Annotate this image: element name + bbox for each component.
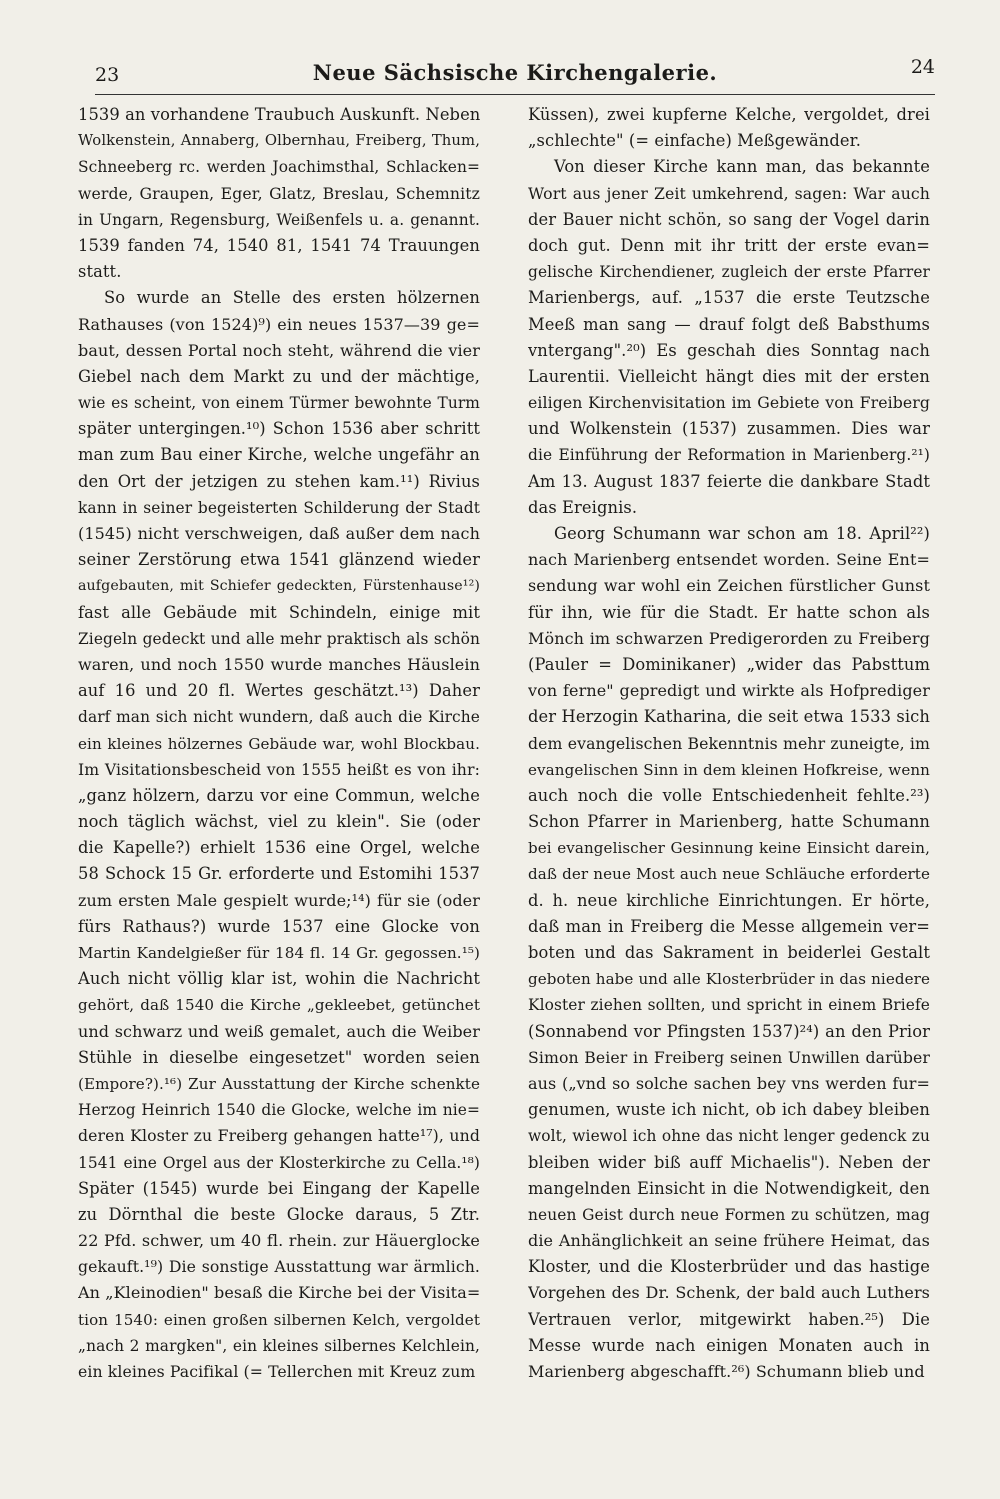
- text-line: 1539 an vorhandene Traubuch Auskunft. Neben: [78, 105, 480, 124]
- text-line: Giebel nach dem Markt zu und der mächtige,: [78, 366, 480, 386]
- text-line: Vorgehen des Dr. Schenk, der bald auch Luthers: [528, 1283, 930, 1303]
- text-line: evangelischen Sinn in dem kleinen Hofkreise, wenn: [528, 760, 930, 779]
- text-line: eiligen Kirchenvisitation im Gebiete von Freiberg: [528, 393, 930, 413]
- text-line: das Ereignis.: [528, 497, 638, 517]
- text-line: seiner Zerstörung etwa 1541 glänzend wieder: [78, 550, 480, 570]
- text-line: waren, und noch 1550 wurde manches Häuslein: [78, 654, 480, 674]
- text-line: tion 1540: einen großen silbernen Kelch, vergoldet: [78, 1310, 480, 1329]
- text-line: boten und das Sakrament in beiderlei Gestalt: [528, 943, 930, 962]
- text-line: (Empore?).¹⁶) Zur Ausstattung der Kirche schenkte: [78, 1074, 480, 1093]
- text-line: auch noch die volle Entschiedenheit fehlte.²³): [528, 785, 930, 805]
- text-line: Kloster, und die Klosterbrüder und das hastige: [528, 1257, 930, 1277]
- text-line: Schon Pfarrer in Marienberg, hatte Schumann: [528, 812, 930, 832]
- right-text-column: [528, 102, 930, 1402]
- text-line: zu Dörnthal die beste Glocke daraus, 5 Ztr.: [78, 1204, 480, 1224]
- text-line: fast alle Gebäude mit Schindeln, einige mit: [78, 602, 480, 622]
- text-line: für ihn, wie für die Stadt. Er hatte schon als: [528, 602, 930, 622]
- text-line: der Bauer nicht schön, so sang der Vogel darin: [528, 209, 930, 229]
- text-line: „schlechte" (= einfache) Meßgewänder.: [528, 131, 861, 151]
- text-line: gelische Kirchendiener, zugleich der erste Pfarrer: [528, 263, 930, 282]
- text-line: Herzog Heinrich 1540 die Glocke, welche im nie=: [78, 1101, 480, 1120]
- text-line: Von dieser Kirche kann man, das bekannte: [554, 157, 930, 177]
- text-line: (Sonnabend vor Pfingsten 1537)²⁴) an den Prior: [528, 1021, 930, 1041]
- text-line: in Ungarn, Regensburg, Weißenfels u. a. genannt.: [78, 210, 480, 229]
- text-line: So wurde an Stelle des ersten hölzernen: [104, 288, 480, 308]
- text-line: mangelnden Einsicht in die Notwendigkeit, den: [528, 1178, 930, 1198]
- text-line: „nach 2 margken", ein kleines silbernes Kelchlein,: [78, 1336, 480, 1355]
- text-line: Kloster ziehen sollten, und spricht in einem Briefe: [528, 996, 930, 1015]
- text-line: Schneeberg rc. werden Joachimsthal, Schlacken=: [78, 158, 480, 177]
- text-line: Stühle in dieselbe eingesetzet" worden seien: [78, 1047, 480, 1067]
- text-line: noch täglich wächst, viel zu klein". Sie (oder: [78, 812, 480, 832]
- text-line: (1545) nicht verschweigen, daß außer dem nach: [78, 524, 480, 543]
- text-line: auf 16 und 20 fl. Wertes geschätzt.¹³) Daher: [78, 681, 480, 701]
- text-line: „ganz hölzern, darzu vor eine Commun, welche: [78, 785, 480, 805]
- text-line: ein kleines hölzernes Gebäude war, wohl Blockbau.: [78, 734, 480, 753]
- text-line: kann in seiner begeisterten Schilderung der Stadt: [78, 498, 480, 517]
- text-line: wolt, wiewol ich ohne das nicht lenger gedenck zu: [528, 1127, 930, 1146]
- text-line: nach Marienberg entsendet worden. Seine Ent=: [528, 550, 930, 570]
- text-line: baut, dessen Portal noch steht, während die vier: [78, 340, 480, 360]
- text-line: Ziegeln gedeckt und alle mehr praktisch als schön: [78, 629, 480, 648]
- text-line: (Pauler = Dominikaner) „wider das Pabsttum: [528, 654, 930, 674]
- text-line: Simon Beier in Freiberg seinen Unwillen darüber: [528, 1047, 930, 1067]
- page-number-right: 24: [910, 56, 935, 78]
- text-line: dem evangelischen Bekenntnis mehr zuneigte, im: [528, 733, 930, 753]
- text-line: wie es scheint, von einem Türmer bewohnte Turm: [78, 394, 480, 413]
- text-line: vntergang".²⁰) Es geschah dies Sonntag nach: [528, 340, 930, 360]
- text-line: deren Kloster zu Freiberg gehangen hatte¹⁷), und: [78, 1126, 480, 1146]
- text-line: Marienbergs, auf. „1537 die erste Teutzsche: [528, 288, 930, 308]
- text-line: Später (1545) wurde bei Eingang der Kapelle: [78, 1178, 480, 1198]
- text-line: bleiben wider biß auff Michaelis"). Neben der: [528, 1152, 930, 1172]
- text-line: geboten habe und alle Klosterbrüder in das niedere: [528, 970, 930, 989]
- text-line: genumen, wuste ich nicht, ob ich dabey bleiben: [528, 1100, 930, 1120]
- running-head: [95, 54, 935, 95]
- text-line: fürs Rathaus?) wurde 1537 eine Glocke von: [78, 916, 480, 936]
- running-head-title: Neue Sächsische Kirchengalerie.: [312, 60, 718, 85]
- text-line: daß man in Freiberg die Messe allgemein ver=: [528, 916, 930, 936]
- text-line: die Anhänglichkeit an seine frühere Heimat, das: [528, 1231, 930, 1251]
- text-line: und Wolkenstein (1537) zusammen. Dies war: [528, 419, 930, 439]
- text-line: die Einführung der Reformation in Marienberg.²¹): [528, 446, 930, 465]
- text-line: Laurentii. Vielleicht hängt dies mit der ersten: [528, 366, 930, 386]
- text-line: Martin Kandelgießer für 184 fl. 14 Gr. gegossen.¹⁵): [78, 944, 480, 962]
- text-line: d. h. neue kirchliche Einrichtungen. Er hörte,: [528, 890, 930, 910]
- left-text-column: [78, 102, 480, 1402]
- text-line: man zum Bau einer Kirche, welche ungefähr an: [78, 445, 480, 465]
- text-line: den Ort der jetzigen zu stehen kam.¹¹) Rivius: [78, 471, 480, 491]
- text-line: daß der neue Most auch neue Schläuche erforderte: [528, 865, 930, 884]
- text-line: Marienberg abgeschafft.²⁶) Schumann blieb und: [528, 1362, 925, 1381]
- text-line: sendung war wohl ein Zeichen fürstlicher Gunst: [528, 576, 930, 596]
- text-line: Mönch im schwarzen Predigerorden zu Freiberg: [528, 628, 930, 648]
- text-line: Messe wurde nach einigen Monaten auch in: [528, 1335, 930, 1355]
- text-line: 22 Pfd. schwer, um 40 fl. rhein. zur Häuerglocke: [78, 1231, 480, 1251]
- text-line: statt.: [78, 262, 122, 282]
- text-line: und schwarz und weiß gemalet, auch die Weiber: [78, 1021, 480, 1041]
- text-line: werde, Graupen, Eger, Glatz, Breslau, Schemnitz: [78, 183, 480, 203]
- text-line: später untergingen.¹⁰) Schon 1536 aber schritt: [78, 419, 480, 439]
- text-line: Wolkenstein, Annaberg, Olbernhau, Freiberg, Thum,: [78, 132, 480, 150]
- text-line: Im Visitationsbescheid von 1555 heißt es von ihr:: [78, 759, 480, 779]
- text-line: ein kleines Pacifikal (= Tellerchen mit Kreuz zum: [78, 1362, 476, 1381]
- text-line: Am 13. August 1837 feierte die dankbare Stadt: [528, 471, 930, 491]
- page-number-left: 23: [95, 64, 120, 86]
- text-line: bei evangelischer Gesinnung keine Einsicht darein,: [528, 839, 930, 858]
- text-line: Rathauses (von 1524)⁹) ein neues 1537—39 ge=: [78, 314, 480, 334]
- text-line: Auch nicht völlig klar ist, wohin die Nachricht: [78, 969, 480, 989]
- text-line: Georg Schumann war schon am 18. April²²): [554, 524, 930, 543]
- text-line: Küssen), zwei kupferne Kelche, vergoldet, drei: [528, 105, 930, 124]
- text-line: gekauft.¹⁹) Die sonstige Ausstattung war ärmlich.: [78, 1257, 480, 1277]
- text-line: von ferne" gepredigt und wirkte als Hofprediger: [528, 681, 930, 701]
- text-line: An „Kleinodien" besaß die Kirche bei der Visita=: [78, 1283, 480, 1303]
- text-line: gehört, daß 1540 die Kirche „gekleebet, getünchet: [78, 996, 480, 1015]
- text-line: aus („vnd so solche sachen bey vns werden fur=: [528, 1073, 930, 1093]
- text-line: zum ersten Male gespielt wurde;¹⁴) für sie (oder: [78, 890, 480, 910]
- text-line: neuen Geist durch neue Formen zu schützen, mag: [528, 1205, 930, 1224]
- text-line: die Kapelle?) erhielt 1536 eine Orgel, welche: [78, 838, 480, 858]
- text-line: aufgebauten, mit Schiefer gedeckten, Fürstenhause¹²): [78, 578, 480, 595]
- text-line: doch gut. Denn mit ihr tritt der erste evan=: [528, 235, 930, 255]
- text-line: der Herzogin Katharina, die seit etwa 1533 sich: [528, 707, 930, 727]
- text-line: 1541 eine Orgel aus der Klosterkirche zu Cella.¹⁸): [78, 1153, 480, 1172]
- text-line: darf man sich nicht wundern, daß auch die Kirche: [78, 708, 480, 727]
- text-line: Wort aus jener Zeit umkehrend, sagen: War auch: [528, 183, 930, 203]
- text-line: Vertrauen verlor, mitgewirkt haben.²⁵) Die: [528, 1309, 930, 1329]
- text-line: 58 Schock 15 Gr. erforderte und Estomihi 1537: [78, 864, 480, 884]
- text-line: 1539 fanden 74, 1540 81, 1541 74 Trauungen: [78, 235, 480, 255]
- text-line: Meeß man sang — drauf folgt deß Babsthums: [528, 314, 930, 334]
